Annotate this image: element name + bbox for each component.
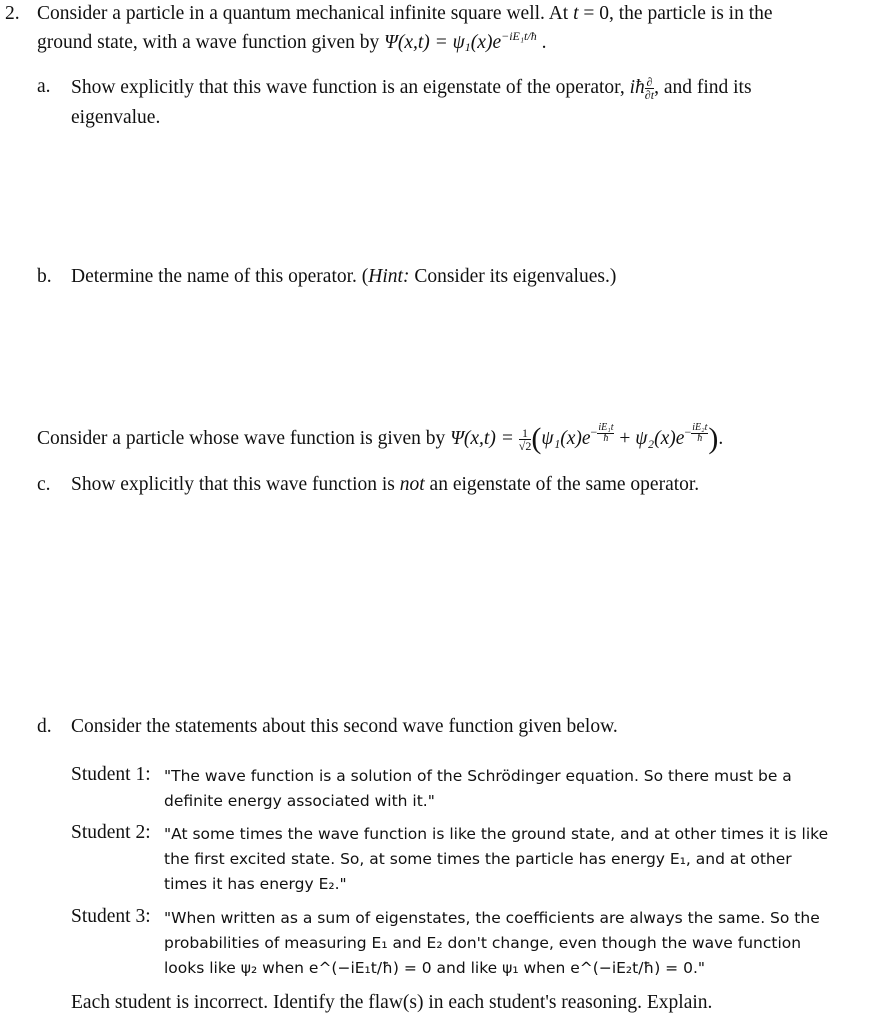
student-2-line: the first excited state. So, at some times the particle has energy E₁, and at other	[164, 850, 792, 868]
part-a-text: Show explicitly that this wave function is an eigenstate of the operator, iħ $\frac{\partial}{\partial t}$ , and find its	[71, 75, 752, 102]
problem-intro-line1: Consider a particle in a quantum mechanical infinite square well. At t = 0, the particle is in the	[37, 3, 773, 24]
student-3-label: Student 3:	[71, 906, 151, 927]
part-c-text: Show explicitly that this wave function is not an eigenstate of the same operator.	[71, 474, 700, 495]
student-1-line: "The wave function is a solution of the Schrödinger equation. So there must be a	[164, 767, 792, 785]
student-2-label: Student 2:	[71, 822, 151, 843]
part-c-label: c.	[37, 474, 51, 495]
partial-derivative: $\frac{\partial}{\partial t}$	[644, 75, 655, 102]
part-d-conclusion: Each student is incorrect. Identify the flaw(s) in each student's reasoning. Explain.	[71, 992, 713, 1013]
student-3-line: "When written as a sum of eigenstates, the coefficients are always the same. So the	[164, 909, 820, 927]
student-1-line: definite energy associated with it."	[164, 792, 435, 810]
problem-intro-line2: ground state, with a wave function given by $\Psi(x,t) = \psi_1(x)e^{-iE_1t/ħ}$ .	[37, 29, 547, 54]
student-2-line: "At some times the wave function is like the ground state, and at other times it is like	[164, 825, 829, 843]
part-a-label: a.	[37, 76, 51, 97]
part-d-label: d.	[37, 716, 52, 737]
student-3-line: probabilities of measuring E₁ and E₂ don't change, even though the wave function	[164, 934, 802, 952]
student-1-label: Student 1:	[71, 764, 151, 785]
part-a-text-line2: eigenvalue.	[71, 107, 161, 128]
part-b-text: Determine the name of this operator. (Hint: Consider its eigenvalues.)	[71, 266, 617, 287]
second-wave-function: Consider a particle whose wave function is given by Ψ(x,t) = $\frac{1}{√2}$ ($\psi_1(x)e^{- \frac{\text{iE₁t}}{ħ}}$ + $\psi_2(x)e^{- \frac{\text{iE₂t}}{ħ}}$ ).	[37, 421, 724, 455]
part-d-text: Consider the statements about this second wave function given below.	[71, 716, 618, 737]
problem-number: 2.	[5, 3, 20, 24]
student-2-line: times it has energy E₂."	[164, 875, 347, 893]
part-b-label: b.	[37, 266, 52, 287]
student-3-line: looks like ψ₂ when e^(−iE₁t/ħ) = 0 and like ψ₁ when e^(−iE₂t/ħ) = 0."	[164, 959, 706, 977]
wave-function-equation: $\Psi(x,t) = \psi_1(x)e^{-iE_1t/ħ}$	[384, 29, 537, 54]
